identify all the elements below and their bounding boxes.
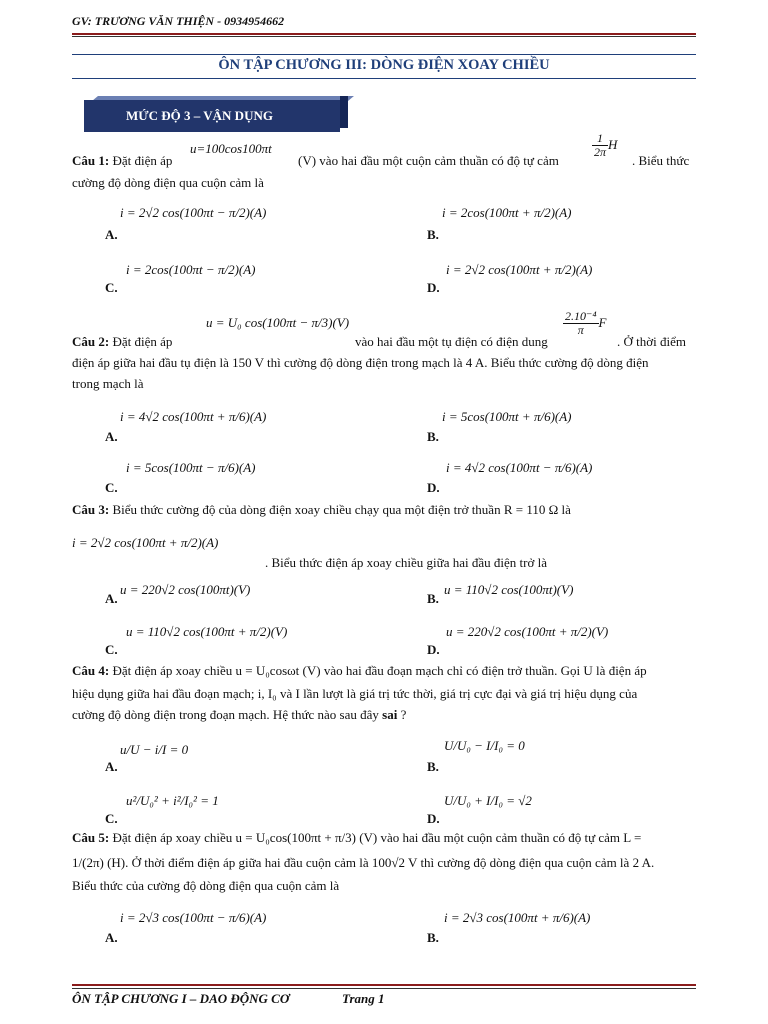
q2-mid: vào hai đầu một tụ điện có điện dung <box>355 334 548 349</box>
q5-line3: Biểu thức của cường độ dòng điện qua cuộn cảm là <box>72 878 340 893</box>
q3-post: . Biểu thức điện áp xoay chiều giữa hai đầu điện trở là <box>265 555 547 570</box>
q3-option-c[interactable]: u = 110√2 cos(100πt + π/2)(V) <box>126 624 288 639</box>
q1-option-b[interactable]: i = 2cos(100πt + π/2)(A) <box>442 205 572 220</box>
q5-label: Câu 5: <box>72 830 110 845</box>
q1-option-d[interactable]: i = 2√2 cos(100πt + π/2)(A) <box>446 262 593 277</box>
q1-mid: (V) vào hai đầu một cuộn cảm thuần có độ tự cảm <box>298 153 559 168</box>
q4-option-d[interactable]: U/U₀ + I/I₀ = √2 <box>444 793 532 808</box>
banner-side <box>340 96 348 128</box>
footer-rule-thin <box>72 988 696 989</box>
title-rule-top <box>72 54 696 55</box>
q1-label-b: B. <box>427 227 439 242</box>
q1-label-c: C. <box>105 280 118 295</box>
q1-option-a[interactable]: i = 2√2 cos(100πt − π/2)(A) <box>120 205 267 220</box>
q4-option-c[interactable]: u²/U₀² + i²/I₀² = 1 <box>126 793 219 808</box>
q4-option-a[interactable]: u/U − i/I = 0 <box>120 742 189 757</box>
q5-option-a[interactable]: i = 2√3 cos(100πt − π/6)(A) <box>120 910 267 925</box>
q3-label-d: D. <box>427 642 440 657</box>
footer-page: Trang 1 <box>342 991 385 1006</box>
q4-line1 <box>72 660 696 681</box>
q3-option-d[interactable]: u = 220√2 cos(100πt + π/2)(V) <box>446 624 609 639</box>
q1-label: Câu 1: <box>72 153 110 168</box>
q2-label-d: D. <box>427 480 440 495</box>
footer-rule <box>72 984 696 986</box>
q1-pre: Đặt điện áp <box>112 153 173 168</box>
q2-formula: u = U₀ cos(100πt − π/3)(V) <box>206 315 350 330</box>
q1-post: . Biểu thức <box>632 153 690 168</box>
q2-label-b: B. <box>427 429 439 444</box>
title-rule-bottom <box>72 78 696 79</box>
q3-text: Biểu thức cường độ của dòng điện xoay chiều chạy qua một điện trở thuần R = 110 Ω là <box>112 502 571 517</box>
q1-formula: u=100cos100πt <box>190 141 272 156</box>
q2-line1 <box>72 331 172 352</box>
header-teacher: GV: TRƯƠNG VĂN THIỆN - 0934954662 <box>72 14 285 28</box>
q3-line1 <box>72 499 696 520</box>
q2-line2: điện áp giữa hai đầu tụ điện là 150 V thì cường độ dòng điện trong mạch là 4 A. Biểu thức cường độ dòng điện <box>72 355 649 370</box>
q2-label-a: A. <box>105 429 118 444</box>
level-banner: MỨC ĐỘ 3 – VẬN DỤNG <box>84 100 340 132</box>
q2-option-a[interactable]: i = 4√2 cos(100πt + π/6)(A) <box>120 409 267 424</box>
header-rule <box>72 33 696 35</box>
q3-label-c: C. <box>105 642 118 657</box>
q1-line1 <box>72 150 172 171</box>
q2-pre: Đặt điện áp <box>112 334 173 349</box>
q2-label: Câu 2: <box>72 334 110 349</box>
q4-text1: Đặt điện áp xoay chiều u = U₀cosωt (V) vào hai đầu đoạn mạch chỉ có điện trở thuần. Gọi U là điện áp <box>112 663 647 678</box>
q2-option-d[interactable]: i = 4√2 cos(100πt − π/6)(A) <box>446 460 593 475</box>
q4-label-b: B. <box>427 759 439 774</box>
q1-line2: cường độ dòng điện qua cuộn cảm là <box>72 175 264 190</box>
q4-option-b[interactable]: U/U₀ − I/I₀ = 0 <box>444 738 525 753</box>
q2-label-c: C. <box>105 480 118 495</box>
q5-label-b: B. <box>427 930 439 945</box>
q5-text1: Đặt điện áp xoay chiều u = U₀cos(100πt + π/3) (V) vào hai đầu một cuộn cảm thuần có độ tự cảm L = <box>112 830 642 845</box>
q1-label-a: A. <box>105 227 118 242</box>
q4-label-c: C. <box>105 811 118 826</box>
q1-option-c[interactable]: i = 2cos(100πt − π/2)(A) <box>126 262 256 277</box>
q3-option-a[interactable]: u = 220√2 cos(100πt)(V) <box>120 582 251 597</box>
q4-sai: sai <box>382 707 398 722</box>
q5-option-b[interactable]: i = 2√3 cos(100πt + π/6)(A) <box>444 910 591 925</box>
q4-label-d: D. <box>427 811 440 826</box>
q5-line2: 1/(2π) (H). Ở thời điểm điện áp giữa hai đầu cuộn cảm là 100√2 V thì cường độ dòng điện qua cuộn cảm là 2 A. <box>72 855 655 870</box>
q4-line3: cường độ dòng điện trong đoạn mạch. Hệ thức nào sau đây sai ? <box>72 707 407 722</box>
q3-label-b: B. <box>427 591 439 606</box>
footer-chapter: ÔN TẬP CHƯƠNG I – DAO ĐỘNG CƠ <box>72 991 290 1006</box>
q3-label: Câu 3: <box>72 502 110 517</box>
q2-post: . Ở thời điểm <box>617 334 686 349</box>
q4-label: Câu 4: <box>72 663 110 678</box>
q3-label-a: A. <box>105 591 118 606</box>
q2-capacitance: $\frac{\text{2.10⁻⁴}}{\pi}$ F <box>565 309 607 337</box>
q2-line3: trong mạch là <box>72 376 144 391</box>
q2-option-c[interactable]: i = 5cos(100πt − π/6)(A) <box>126 460 256 475</box>
q5-line1 <box>72 827 696 848</box>
q4-label-a: A. <box>105 759 118 774</box>
q4-line2: hiệu dụng giữa hai đầu đoạn mạch; i, I₀ và I lần lượt là giá trị tức thời, giá trị cực đại và giá trị hiệu dụng của <box>72 686 638 701</box>
q2-option-b[interactable]: i = 5cos(100πt + π/6)(A) <box>442 409 572 424</box>
q1-inductance: $\frac{1}{2\pi}$ H <box>594 131 618 159</box>
q1-label-d: D. <box>427 280 440 295</box>
page-title: ÔN TẬP CHƯƠNG III: DÒNG ĐIỆN XOAY CHIỀU <box>218 57 550 73</box>
header-rule-thin <box>72 36 696 37</box>
q3-option-b[interactable]: u = 110√2 cos(100πt)(V) <box>444 582 574 597</box>
q3-formula: i = 2√2 cos(100πt + π/2)(A) <box>72 535 219 550</box>
q5-label-a: A. <box>105 930 118 945</box>
